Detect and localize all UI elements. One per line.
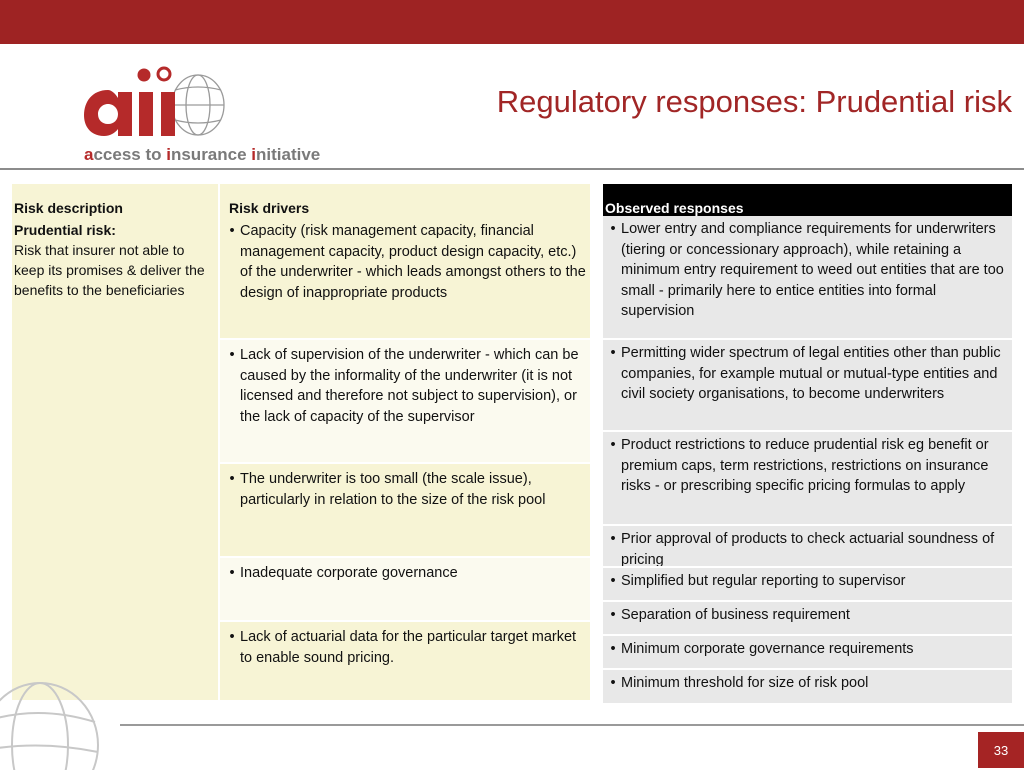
page-number: 33	[978, 732, 1024, 768]
top-accent-bar	[0, 0, 1024, 44]
driver-text: Lack of supervision of the underwriter - which can be caused by the informality of the underwriter (it is not licensed and therefore not subject to supervision), or the lack of capacity of the supervisor	[240, 347, 579, 425]
driver-text: Capacity (risk management capacity, financial management capacity, product design capacity, etc.) of the underwriter - which leads amongst others to the design of inappropriate products	[240, 223, 586, 301]
bullet-dot: •	[610, 221, 616, 237]
risk-description-title: Prudential risk:	[14, 222, 116, 238]
bullet-dot: •	[610, 437, 616, 453]
title-divider	[0, 168, 1024, 170]
response-text: Lower entry and compliance requirements for underwriters (tiering or concessionary approach), while retaining a minimum entry requirement to weed out entities that are too small - primarily here to entice entities into formal supervision	[621, 221, 1004, 319]
response-row	[603, 602, 1012, 636]
bullet-dot: •	[229, 223, 235, 239]
logo-tagline	[84, 145, 320, 164]
risk-table-header	[12, 184, 590, 216]
header-risk-description: Risk description	[14, 200, 123, 216]
bullet-dot: •	[229, 471, 235, 487]
driver-row	[220, 622, 590, 700]
globe-decoration-icon	[0, 660, 110, 770]
aii-logo	[78, 60, 343, 170]
response-text: Separation of business requirement	[621, 607, 850, 623]
aii-logo-mark	[78, 60, 343, 170]
response-row	[603, 526, 1012, 568]
svg-text:access to insurance initiative: access to insurance initiative	[84, 145, 321, 164]
bullet-dot: •	[610, 641, 616, 657]
bullet-dot: •	[229, 565, 235, 581]
response-text: Minimum corporate governance requirements	[621, 641, 914, 657]
risk-drivers-column	[220, 216, 590, 700]
response-text: Product restrictions to reduce prudential risk eg benefit or premium caps, term restrictions, restrictions on insurance risks - or prescribing specific pricing formulas to apply	[621, 437, 989, 494]
response-row	[603, 216, 1012, 340]
bullet-dot: •	[610, 345, 616, 361]
driver-row	[220, 216, 590, 340]
driver-row	[220, 464, 590, 558]
driver-row	[220, 340, 590, 464]
slide-title: Regulatory responses: Prudential risk	[496, 84, 1012, 119]
bullet-dot: •	[610, 607, 616, 623]
response-text: Simplified but regular reporting to supervisor	[621, 573, 906, 589]
responses-table	[603, 184, 1012, 703]
response-row	[603, 636, 1012, 670]
risk-description-text: Risk that insurer not able to keep its promises & deliver the benefits to the beneficiaries	[14, 242, 205, 298]
risk-table	[12, 184, 590, 700]
header-risk-drivers: Risk drivers	[218, 184, 590, 216]
response-text: Prior approval of products to check actuarial soundness of pricing	[621, 531, 995, 568]
header-observed-responses: Observed responses	[603, 184, 1012, 216]
response-row	[603, 340, 1012, 432]
bullet-dot: •	[610, 531, 616, 547]
driver-row	[220, 558, 590, 622]
bullet-dot: •	[229, 347, 235, 363]
bullet-dot: •	[610, 675, 616, 691]
response-text: Permitting wider spectrum of legal entities other than public companies, for example mutual or mutual-type entities and civil society organisations, to become underwriters	[621, 345, 1001, 402]
bullet-dot: •	[229, 629, 235, 645]
footer-divider	[120, 724, 1024, 726]
driver-text: Lack of actuarial data for the particular target market to enable sound pricing.	[240, 629, 577, 666]
response-text: Minimum threshold for size of risk pool	[621, 675, 869, 691]
response-row	[603, 432, 1012, 526]
driver-text: Inadequate corporate governance	[240, 565, 458, 581]
response-row	[603, 670, 1012, 703]
risk-description-cell	[12, 216, 218, 700]
bullet-dot: •	[610, 573, 616, 589]
driver-text: The underwriter is too small (the scale issue), particularly in relation to the size of the risk pool	[240, 471, 546, 508]
response-row	[603, 568, 1012, 602]
